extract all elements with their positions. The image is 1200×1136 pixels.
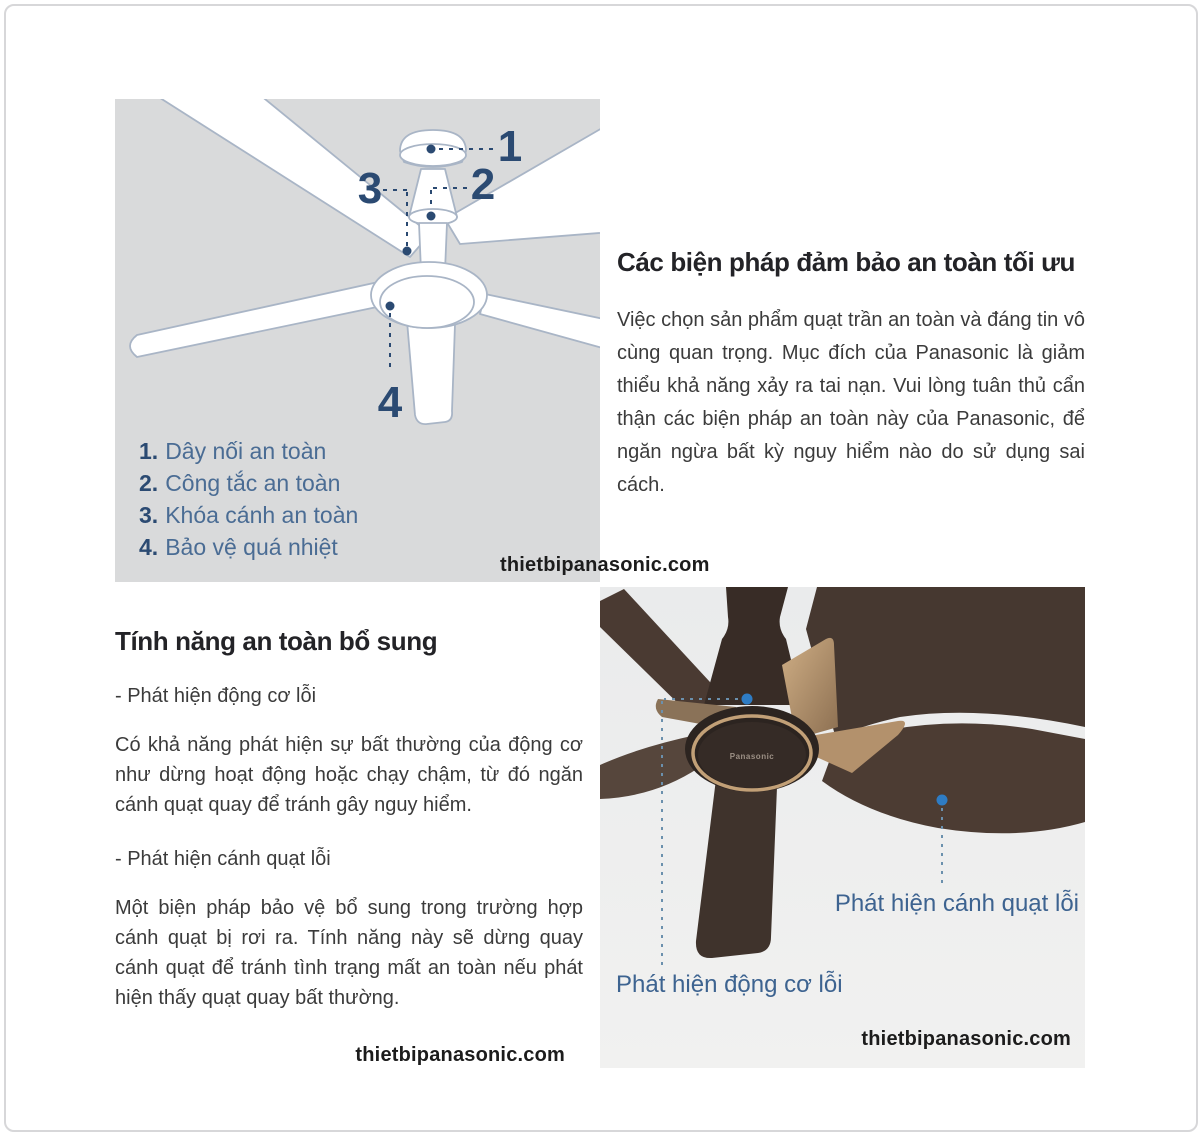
callout-number-3: 3 [357, 164, 383, 213]
feature-paragraph-motor: Có khả năng phát hiện sự bất thường của động cơ như dừng hoạt động hoặc chạy chậm, từ đó ngăn cánh quạt quay để tránh gây nguy hiểm. [115, 734, 583, 816]
photo-label-blade-fault: Phát hiện cánh quạt lỗi [834, 890, 1079, 917]
callout-dot-4 [386, 302, 395, 311]
feature-paragraph-blade: Một biện pháp bảo vệ bổ sung trong trường hợp cánh quạt bị rơi ra. Tính năng này sẽ dừng quay cánh quạt để tránh tình trạng mất an toàn nếu phát hiện thấy quạt quay bất thường. [115, 897, 583, 1009]
fan-motor-cover [380, 276, 474, 328]
legend-number: 2. [139, 470, 159, 496]
fan-photo-panel [600, 587, 1085, 1068]
photo-blade-top-right [806, 587, 1085, 739]
photo-callout-dot-motor [742, 694, 753, 705]
legend-label: Công tắc an toàn [165, 470, 341, 496]
diagram-legend [139, 435, 358, 563]
feature-item-motor: - Phát hiện động cơ lỗi [115, 685, 317, 707]
fan-blade [407, 321, 455, 424]
watermark-features: thietbipanasonic.com [355, 1044, 565, 1066]
legend-number: 4. [139, 534, 159, 560]
legend-item [139, 435, 358, 467]
callout-number-4: 4 [377, 378, 403, 427]
callout-dot-1 [427, 145, 436, 154]
callout-dot-3 [403, 247, 412, 256]
safety-section [617, 247, 1085, 502]
photo-blade-bottom [696, 779, 777, 958]
legend-item [139, 531, 358, 563]
legend-label: Dây nối an toàn [165, 438, 327, 464]
feature-item-blade: - Phát hiện cánh quạt lỗi [115, 848, 331, 870]
legend-item [139, 499, 358, 531]
callout-number-2: 2 [470, 160, 496, 209]
features-section [115, 626, 583, 1013]
legend-item [139, 467, 358, 499]
fan-blade [480, 294, 600, 364]
panasonic-logo: Panasonic [729, 752, 775, 761]
features-heading: Tính năng an toàn bổ sung [115, 626, 438, 656]
legend-label: Bảo vệ quá nhiệt [165, 534, 338, 560]
watermark-diagram: thietbipanasonic.com [500, 554, 710, 576]
safety-heading: Các biện pháp đảm bảo an toàn tối ưu [617, 247, 1076, 277]
legend-number: 1. [139, 438, 159, 464]
watermark-photo: thietbipanasonic.com [861, 1028, 1071, 1050]
legend-number: 3. [139, 502, 159, 528]
safety-diagram-panel [115, 99, 600, 582]
photo-label-motor-fault: Phát hiện động cơ lỗi [616, 971, 843, 998]
photo-callout-dot-blade [937, 795, 948, 806]
legend-label: Khóa cánh an toàn [165, 502, 359, 528]
callout-dot-2 [427, 212, 436, 221]
fan-blade [445, 109, 600, 244]
fan-blade [135, 99, 430, 257]
fan-blade [130, 281, 383, 357]
callout-number-1: 1 [497, 122, 523, 171]
safety-paragraph: Việc chọn sản phẩm quạt trần an toàn và đáng tin vô cùng quan trọng. Mục đích của Panasonic là giảm thiểu khả năng xảy ra tai nạn. Vui lòng tuân thủ cẩn thận các biện pháp an toàn này của Panasonic, để ngăn ngừa bất kỳ nguy hiểm nào do sử dụng sai cách. [617, 309, 1085, 496]
